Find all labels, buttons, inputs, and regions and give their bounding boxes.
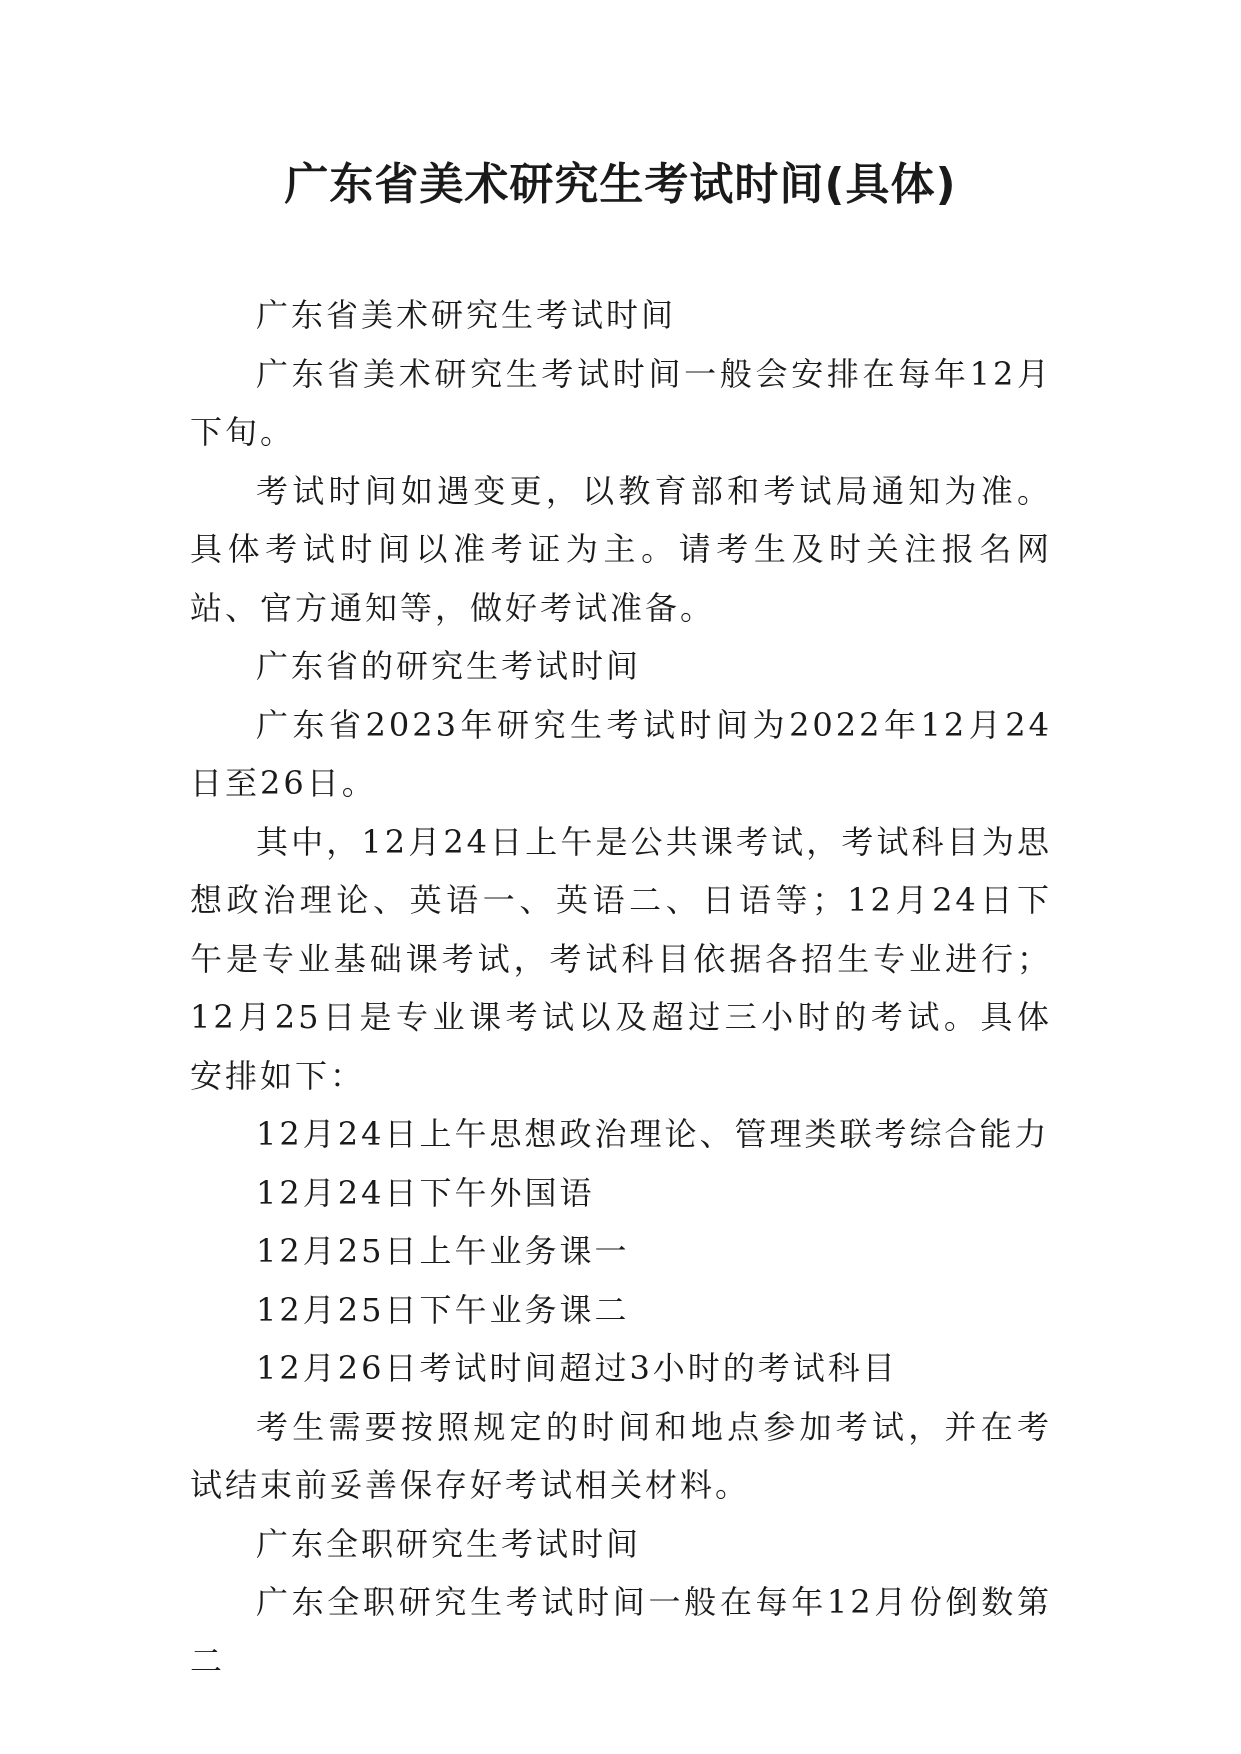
paragraph: 其中，12月24日上午是公共课考试，考试科目为思想政治理论、英语一、英语二、日语等；12月24日下午是专业基础课考试，考试科目依据各招生专业进行；12月25日是专业课考试以及超过三小时的考试。具体安排如下： bbox=[190, 822, 1052, 1095]
paragraph: 12月25日上午业务课一 bbox=[256, 1232, 630, 1270]
paragraph: 12月26日考试时间超过3小时的考试科目 bbox=[256, 1349, 898, 1387]
paragraph: 12月24日下午外国语 bbox=[256, 1173, 595, 1212]
paragraph: 12月24日上午思想政治理论、管理类联考综合能力 bbox=[256, 1115, 1050, 1153]
paragraph: 广东全职研究生考试时间 bbox=[256, 1524, 642, 1563]
paragraph: 考生需要按照规定的时间和地点参加考试，并在考试结束前妥善保存好考试相关材料。 bbox=[190, 1407, 1052, 1504]
paragraph: 考试时间如遇变更，以教育部和考试局通知为准。具体考试时间以准考证为主。请考生及时关注报名网站、官方通知等，做好考试准备。 bbox=[190, 471, 1052, 627]
paragraph: 广东省美术研究生考试时间 bbox=[256, 296, 677, 334]
document-title: 广东省美术研究生考试时间(具体) bbox=[284, 159, 957, 210]
paragraph: 广东省的研究生考试时间 bbox=[256, 647, 642, 685]
paragraph: 广东全职研究生考试时间一般在每年12月份倒数第二 bbox=[190, 1583, 1052, 1680]
paragraph: 广东省美术研究生考试时间一般会安排在每年12月下旬。 bbox=[190, 354, 1052, 451]
paragraph: 12月25日下午业务课二 bbox=[256, 1290, 630, 1329]
paragraph: 广东省2023年研究生考试时间为2022年12月24日至26日。 bbox=[190, 705, 1052, 802]
document-body bbox=[190, 286, 1052, 1690]
